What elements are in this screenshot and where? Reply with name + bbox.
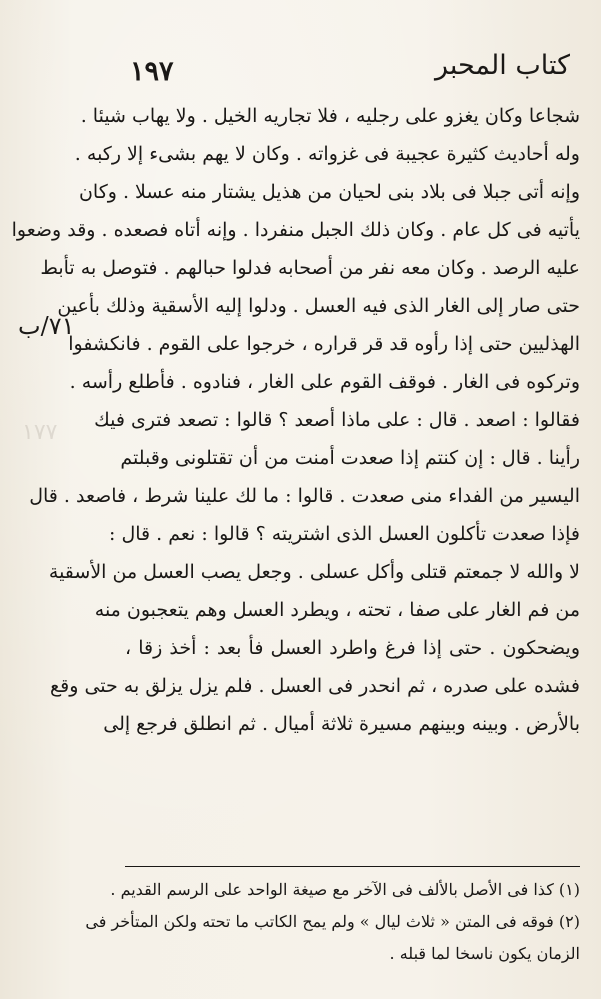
text-line: وتركوه فى الغار . فوقف القوم على الغار ، فنادوه . فأطلع رأسه .	[69, 371, 580, 393]
text-line: وإنه أتى جبلا فى بلاد بنى لحيان من هذيل يشتار منه عسلا . وكان	[78, 181, 580, 203]
text-line: فقالوا : اصعد . قال : على ماذا أصعد ؟ قالوا : تصعد فترى فيك	[94, 409, 580, 431]
text-line: اليسير من الفداء منى صعدت . قالوا : ما لك علينا شرط ، فاصعد . قال	[29, 485, 580, 507]
text-line: يأتيه فى كل عام . وكان ذلك الجبل منفردا . وإنه أتاه فصعده . وقد وضعوا	[11, 219, 580, 241]
text-line: ويضحكون . حتى إذا فرغ واطرد العسل فأ بعد : أخذ زقا ،	[125, 637, 580, 659]
text-line: شجاعا وكان يغزو على رجليه ، فلا تجاريه الخيل . ولا يهاب شيئا .	[80, 105, 580, 127]
footnotes	[85, 874, 580, 970]
footnote-divider	[125, 866, 580, 867]
text-line: عليه الرصد . وكان معه نفر من أصحابه فدلوا حبالهم . فتوصل به تأبط	[40, 257, 580, 279]
page-header	[130, 50, 570, 94]
text-line: لا والله لا جمعتم قتلى وأكل عسلى . وجعل يصب العسل من الأسقية	[48, 561, 580, 583]
margin-folio-note: ٧١/ب	[18, 312, 75, 340]
running-title: كتاب المحبر	[434, 50, 570, 81]
footnote-2: (٢) فوقه فى المتن « ثلاث ليال » ولم يمح الكاتب ما تحته ولكن المتأخر فى	[85, 912, 580, 931]
page-number: ١٩٧	[130, 56, 174, 87]
text-line: من فم الغار على صفا ، تحته ، ويطرد العسل وهم يتعجبون منه	[94, 599, 580, 621]
bleed-through-mark: ١٧٧	[22, 420, 58, 445]
footnote-2-continued: الزمان يكون ناسخا لما قبله .	[389, 944, 580, 963]
text-line: فإذا صعدت تأكلون العسل الذى اشتريته ؟ قالوا : نعم . قال :	[109, 523, 580, 545]
text-line: بالأرض . وبينه وبينهم مسيرة ثلاثة أميال . ثم انطلق فرجع إلى	[103, 713, 580, 735]
text-line: وله أحاديث كثيرة عجيبة فى غزواته . وكان لا يهم بشىء إلا ركبه .	[74, 143, 580, 165]
text-line: حتى صار إلى الغار الذى فيه العسل . ودلوا إليه الأسقية وذلك بأعين	[57, 295, 580, 317]
footnote-1: (١) كذا فى الأصل بالألف فى الآخر مع صيغة الواحد على الرسم القديم .	[110, 880, 580, 899]
text-line: الهذليين حتى إذا رأوه قد قر قراره ، خرجوا على القوم . فانكشفوا	[68, 333, 580, 355]
text-line: رأينا . قال : إن كنتم إذا صعدت أمنت من أن تقتلونى وقبلتم	[120, 447, 580, 469]
text-line: فشده على صدره ، ثم انحدر فى العسل . فلم يزل يزلق به حتى وقع	[50, 675, 580, 697]
